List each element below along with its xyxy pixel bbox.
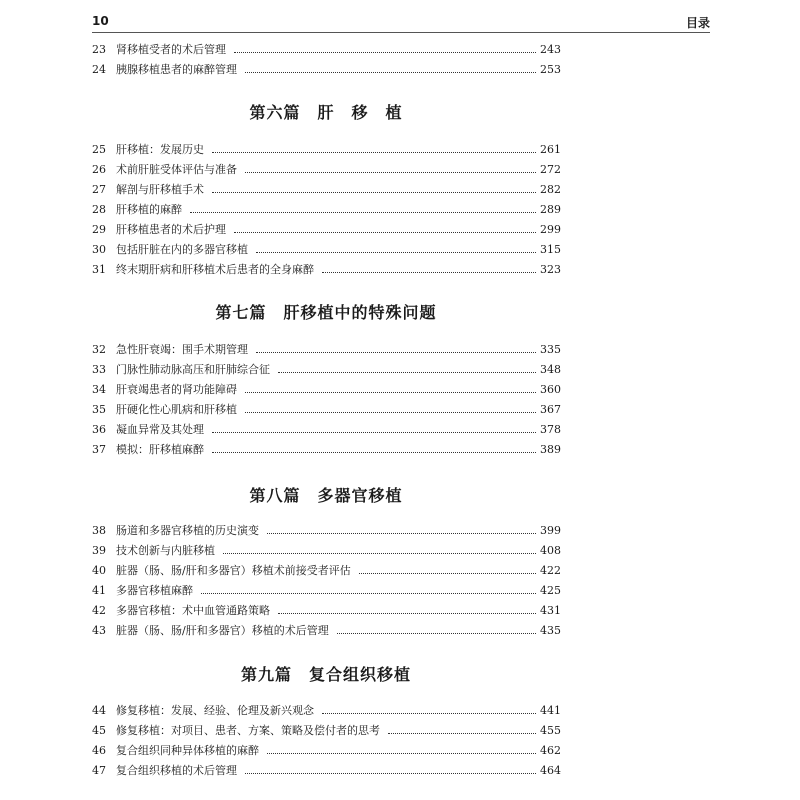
toc-entry[interactable] xyxy=(92,561,560,581)
chapter-number: 40 xyxy=(92,564,106,577)
dot-leader xyxy=(337,632,536,634)
chapter-number: 30 xyxy=(92,243,106,256)
section-title xyxy=(92,100,560,123)
dot-leader xyxy=(245,411,536,413)
dot-leader xyxy=(267,532,536,534)
chapter-title: 技术创新与内脏移植 xyxy=(116,544,215,557)
toc-entry[interactable] xyxy=(92,420,560,440)
chapter-number: 24 xyxy=(92,63,106,76)
chapter-title: 解剖与肝移植手术 xyxy=(116,183,204,196)
chapter-page: 253 xyxy=(540,63,561,76)
dot-leader xyxy=(245,171,536,173)
section-title-text: 第八篇 多器官移植 xyxy=(249,486,403,505)
toc-entry[interactable] xyxy=(92,440,560,460)
toc-entry[interactable] xyxy=(92,701,560,721)
chapter-page: 422 xyxy=(540,564,561,577)
chapter-page: 378 xyxy=(540,423,561,436)
section-title-text: 第九篇 复合组织移植 xyxy=(240,665,411,684)
chapter-title: 门脉性肺动脉高压和肝肺综合征 xyxy=(116,363,270,376)
dot-leader xyxy=(212,151,536,153)
chapter-number: 31 xyxy=(92,263,106,276)
chapter-number: 36 xyxy=(92,423,106,436)
dot-leader xyxy=(256,351,536,353)
toc-entry[interactable] xyxy=(92,581,560,601)
toc-entry[interactable] xyxy=(92,741,560,761)
toc-entry[interactable] xyxy=(92,140,560,160)
chapter-page: 243 xyxy=(540,43,561,56)
chapter-number: 45 xyxy=(92,724,106,737)
dot-leader xyxy=(212,451,536,453)
dot-leader xyxy=(245,71,536,73)
dot-leader xyxy=(223,552,536,554)
toc-entry[interactable] xyxy=(92,521,560,541)
chapter-number: 37 xyxy=(92,443,106,456)
chapter-page: 455 xyxy=(540,724,561,737)
toc-entry[interactable] xyxy=(92,400,560,420)
toc-entry[interactable] xyxy=(92,721,560,741)
toc-entry[interactable] xyxy=(92,541,560,561)
chapter-title: 肠道和多器官移植的历史演变 xyxy=(116,524,259,537)
dot-leader xyxy=(201,592,536,594)
chapter-page: 360 xyxy=(540,383,561,396)
chapter-number: 46 xyxy=(92,744,106,757)
section-title-text: 第六篇 肝 移 植 xyxy=(249,103,403,122)
chapter-page: 367 xyxy=(540,403,561,416)
chapter-title: 复合组织同种异体移植的麻醉 xyxy=(116,744,259,757)
toc-entry[interactable] xyxy=(92,621,560,641)
chapter-page: 425 xyxy=(540,584,561,597)
chapter-title: 肝衰竭患者的肾功能障碍 xyxy=(116,383,237,396)
toc-entry[interactable] xyxy=(92,160,560,180)
page-number: 10 xyxy=(92,14,109,28)
toc-entry[interactable] xyxy=(92,240,560,260)
chapter-page: 282 xyxy=(540,183,561,196)
toc-entry[interactable] xyxy=(92,40,560,60)
dot-leader xyxy=(212,431,536,433)
chapter-number: 23 xyxy=(92,43,106,56)
chapter-number: 32 xyxy=(92,343,106,356)
toc-entry[interactable] xyxy=(92,60,560,80)
dot-leader xyxy=(256,251,536,253)
chapter-title: 包括肝脏在内的多器官移植 xyxy=(116,243,248,256)
chapter-page: 464 xyxy=(540,764,561,777)
chapter-title: 多器官移植麻醉 xyxy=(116,584,193,597)
chapter-page: 435 xyxy=(540,624,561,637)
dot-leader xyxy=(234,231,536,233)
chapter-page: 348 xyxy=(540,363,561,376)
chapter-number: 25 xyxy=(92,143,106,156)
chapter-title: 肝移植的麻醉 xyxy=(116,203,182,216)
toc-entry[interactable] xyxy=(92,761,560,781)
toc-entry[interactable] xyxy=(92,180,560,200)
chapter-title: 肾移植受者的术后管理 xyxy=(116,43,226,56)
chapter-page: 399 xyxy=(540,524,561,537)
chapter-page: 289 xyxy=(540,203,561,216)
chapter-title: 终末期肝病和肝移植术后患者的全身麻醉 xyxy=(116,263,314,276)
dot-leader xyxy=(212,191,536,193)
dot-leader xyxy=(322,271,536,273)
chapter-page: 261 xyxy=(540,143,561,156)
chapter-title: 复合组织移植的术后管理 xyxy=(116,764,237,777)
chapter-title: 修复移植：对项目、患者、方案、策略及偿付者的思考 xyxy=(116,724,380,737)
chapter-title: 脏器（肠、肠/肝和多器官）移植的术后管理 xyxy=(116,624,329,637)
dot-leader xyxy=(267,752,536,754)
dot-leader xyxy=(322,712,536,714)
dot-leader xyxy=(234,51,536,53)
chapter-title: 脏器（肠、肠/肝和多器官）移植术前接受者评估 xyxy=(116,564,351,577)
chapter-title: 术前肝脏受体评估与准备 xyxy=(116,163,237,176)
chapter-page: 299 xyxy=(540,223,561,236)
chapter-title: 修复移植：发展、经验、伦理及新兴观念 xyxy=(116,704,314,717)
page-header xyxy=(92,12,710,33)
dot-leader xyxy=(278,371,536,373)
chapter-page: 389 xyxy=(540,443,561,456)
chapter-number: 33 xyxy=(92,363,106,376)
chapter-number: 28 xyxy=(92,203,106,216)
dot-leader xyxy=(245,391,536,393)
dot-leader xyxy=(388,732,536,734)
chapter-page: 335 xyxy=(540,343,561,356)
chapter-title: 凝血异常及其处理 xyxy=(116,423,204,436)
toc-entry[interactable] xyxy=(92,380,560,400)
chapter-number: 26 xyxy=(92,163,106,176)
toc-entry[interactable] xyxy=(92,200,560,220)
section-title xyxy=(92,483,560,506)
chapter-title: 多器官移植：术中血管通路策略 xyxy=(116,604,270,617)
chapter-number: 44 xyxy=(92,704,106,717)
chapter-page: 431 xyxy=(540,604,561,617)
chapter-page: 315 xyxy=(540,243,561,256)
dot-leader xyxy=(359,572,536,574)
chapter-number: 38 xyxy=(92,524,106,537)
chapter-number: 43 xyxy=(92,624,106,637)
chapter-number: 27 xyxy=(92,183,106,196)
section-title xyxy=(92,300,560,323)
section-title xyxy=(92,662,560,685)
chapter-title: 胰腺移植患者的麻醉管理 xyxy=(116,63,237,76)
toc-entry[interactable] xyxy=(92,260,560,280)
chapter-number: 47 xyxy=(92,764,106,777)
chapter-number: 42 xyxy=(92,604,106,617)
section-title-text: 第七篇 肝移植中的特殊问题 xyxy=(215,303,437,322)
toc-entry[interactable] xyxy=(92,360,560,380)
toc-entry[interactable] xyxy=(92,601,560,621)
chapter-page: 441 xyxy=(540,704,561,717)
chapter-page: 323 xyxy=(540,263,561,276)
chapter-title: 肝移植：发展历史 xyxy=(116,143,204,156)
chapter-page: 272 xyxy=(540,163,561,176)
running-title: 目录 xyxy=(685,16,710,30)
chapter-number: 39 xyxy=(92,544,106,557)
chapter-page: 462 xyxy=(540,744,561,757)
toc-entry[interactable] xyxy=(92,340,560,360)
chapter-title: 急性肝衰竭：围手术期管理 xyxy=(116,343,248,356)
chapter-title: 肝硬化性心肌病和肝移植 xyxy=(116,403,237,416)
chapter-number: 34 xyxy=(92,383,106,396)
chapter-number: 35 xyxy=(92,403,106,416)
chapter-title: 模拟：肝移植麻醉 xyxy=(116,443,204,456)
toc-entry[interactable] xyxy=(92,220,560,240)
chapter-title: 肝移植患者的术后护理 xyxy=(116,223,226,236)
chapter-number: 41 xyxy=(92,584,106,597)
dot-leader xyxy=(190,211,536,213)
dot-leader xyxy=(278,612,536,614)
chapter-number: 29 xyxy=(92,223,106,236)
chapter-page: 408 xyxy=(540,544,561,557)
dot-leader xyxy=(245,772,536,774)
